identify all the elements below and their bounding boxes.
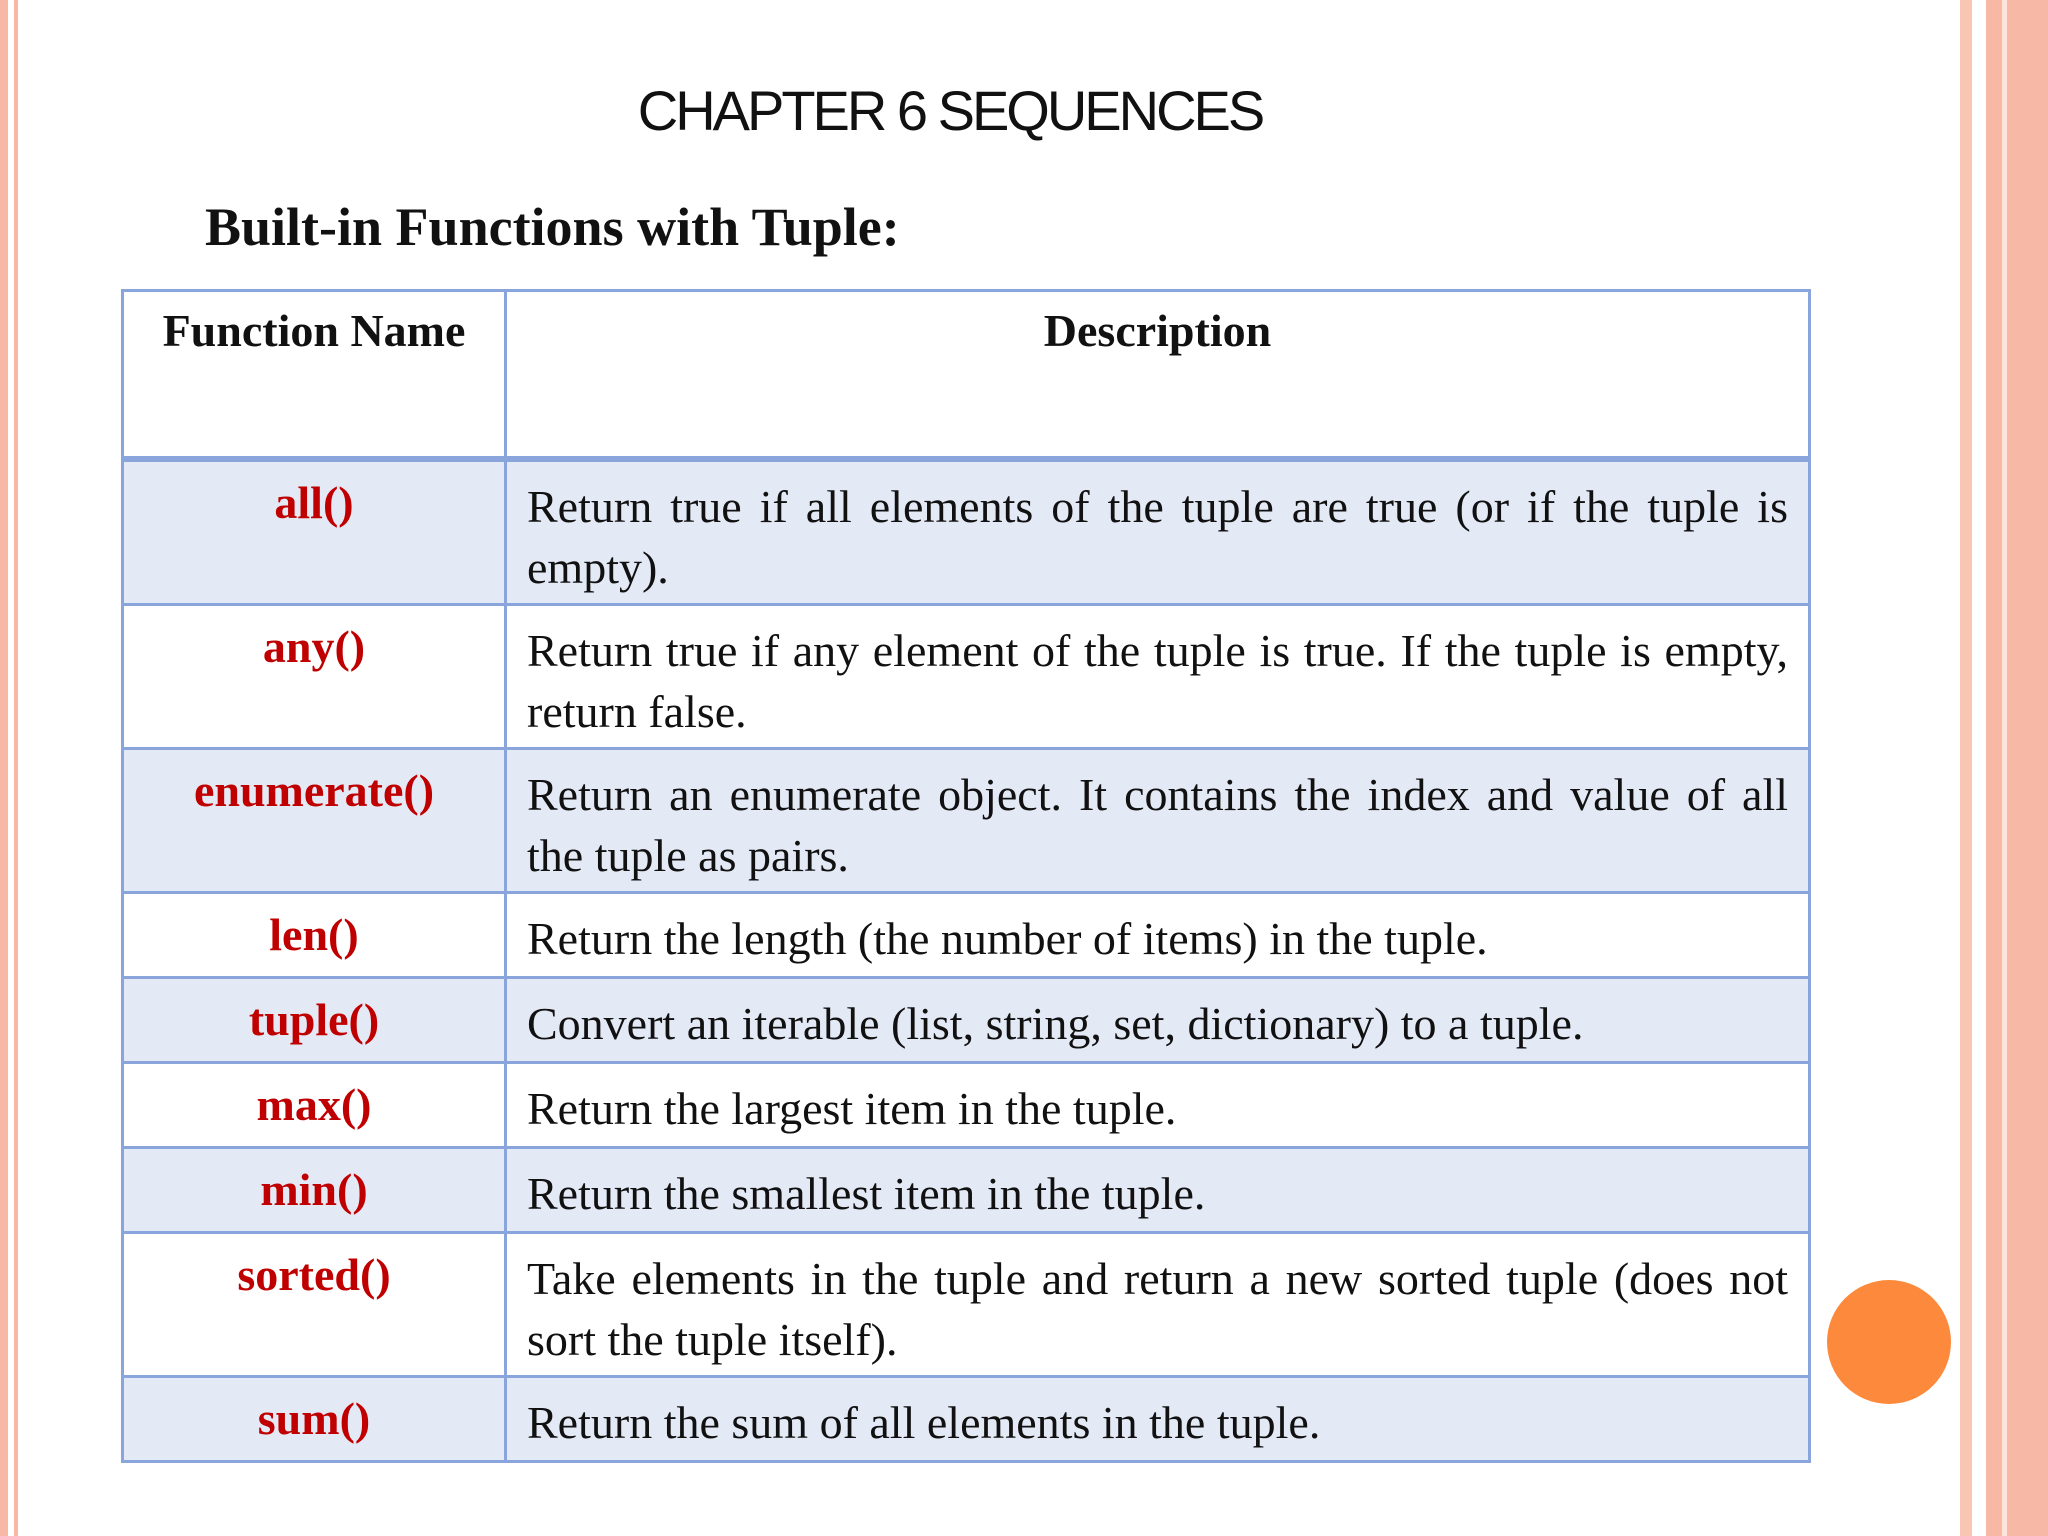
table-row bbox=[123, 605, 1810, 749]
function-name-cell: enumerate() bbox=[123, 749, 506, 893]
right-border-band bbox=[1986, 0, 2048, 1536]
orange-circle-decoration bbox=[1827, 1280, 1951, 1404]
function-name-cell: max() bbox=[123, 1063, 506, 1148]
description-cell: Return true if all elements of the tuple are true (or if the tuple is empty). bbox=[506, 459, 1810, 605]
table-row bbox=[123, 1063, 1810, 1148]
description-cell: Take elements in the tuple and return a new sorted tuple (does not sort the tuple itself). bbox=[506, 1233, 1810, 1377]
right-border-highlight bbox=[2002, 0, 2007, 1536]
chapter-title: CHAPTER 6 SEQUENCES bbox=[637, 79, 1263, 142]
function-name-cell: len() bbox=[123, 893, 506, 978]
description-cell: Convert an iterable (list, string, set, dictionary) to a tuple. bbox=[506, 978, 1810, 1063]
function-name-cell: all() bbox=[123, 459, 506, 605]
table-row bbox=[123, 459, 1810, 605]
description-cell: Return the largest item in the tuple. bbox=[506, 1063, 1810, 1148]
function-name-cell: any() bbox=[123, 605, 506, 749]
table-row bbox=[123, 893, 1810, 978]
function-name-cell: sum() bbox=[123, 1377, 506, 1462]
right-border-stripe bbox=[1960, 0, 1972, 1536]
table-row bbox=[123, 749, 1810, 893]
functions-table bbox=[121, 289, 1811, 1463]
description-cell: Return the length (the number of items) in the tuple. bbox=[506, 893, 1810, 978]
table-row bbox=[123, 1233, 1810, 1377]
description-cell: Return the sum of all elements in the tuple. bbox=[506, 1377, 1810, 1462]
description-cell: Return true if any element of the tuple is true. If the tuple is empty, return false. bbox=[506, 605, 1810, 749]
header-function-name: Function Name bbox=[123, 291, 506, 460]
table-row bbox=[123, 1148, 1810, 1233]
function-name-cell: min() bbox=[123, 1148, 506, 1233]
left-border-stripe-thin bbox=[14, 0, 18, 1536]
function-name-cell: tuple() bbox=[123, 978, 506, 1063]
table-row bbox=[123, 978, 1810, 1063]
left-border-stripe bbox=[0, 0, 8, 1536]
section-heading: Built-in Functions with Tuple: bbox=[205, 197, 900, 257]
function-name-cell: sorted() bbox=[123, 1233, 506, 1377]
description-cell: Return the smallest item in the tuple. bbox=[506, 1148, 1810, 1233]
description-cell: Return an enumerate object. It contains the index and value of all the tuple as pairs. bbox=[506, 749, 1810, 893]
table-row bbox=[123, 1377, 1810, 1462]
header-description: Description bbox=[506, 291, 1810, 460]
table-header-row bbox=[123, 291, 1810, 460]
